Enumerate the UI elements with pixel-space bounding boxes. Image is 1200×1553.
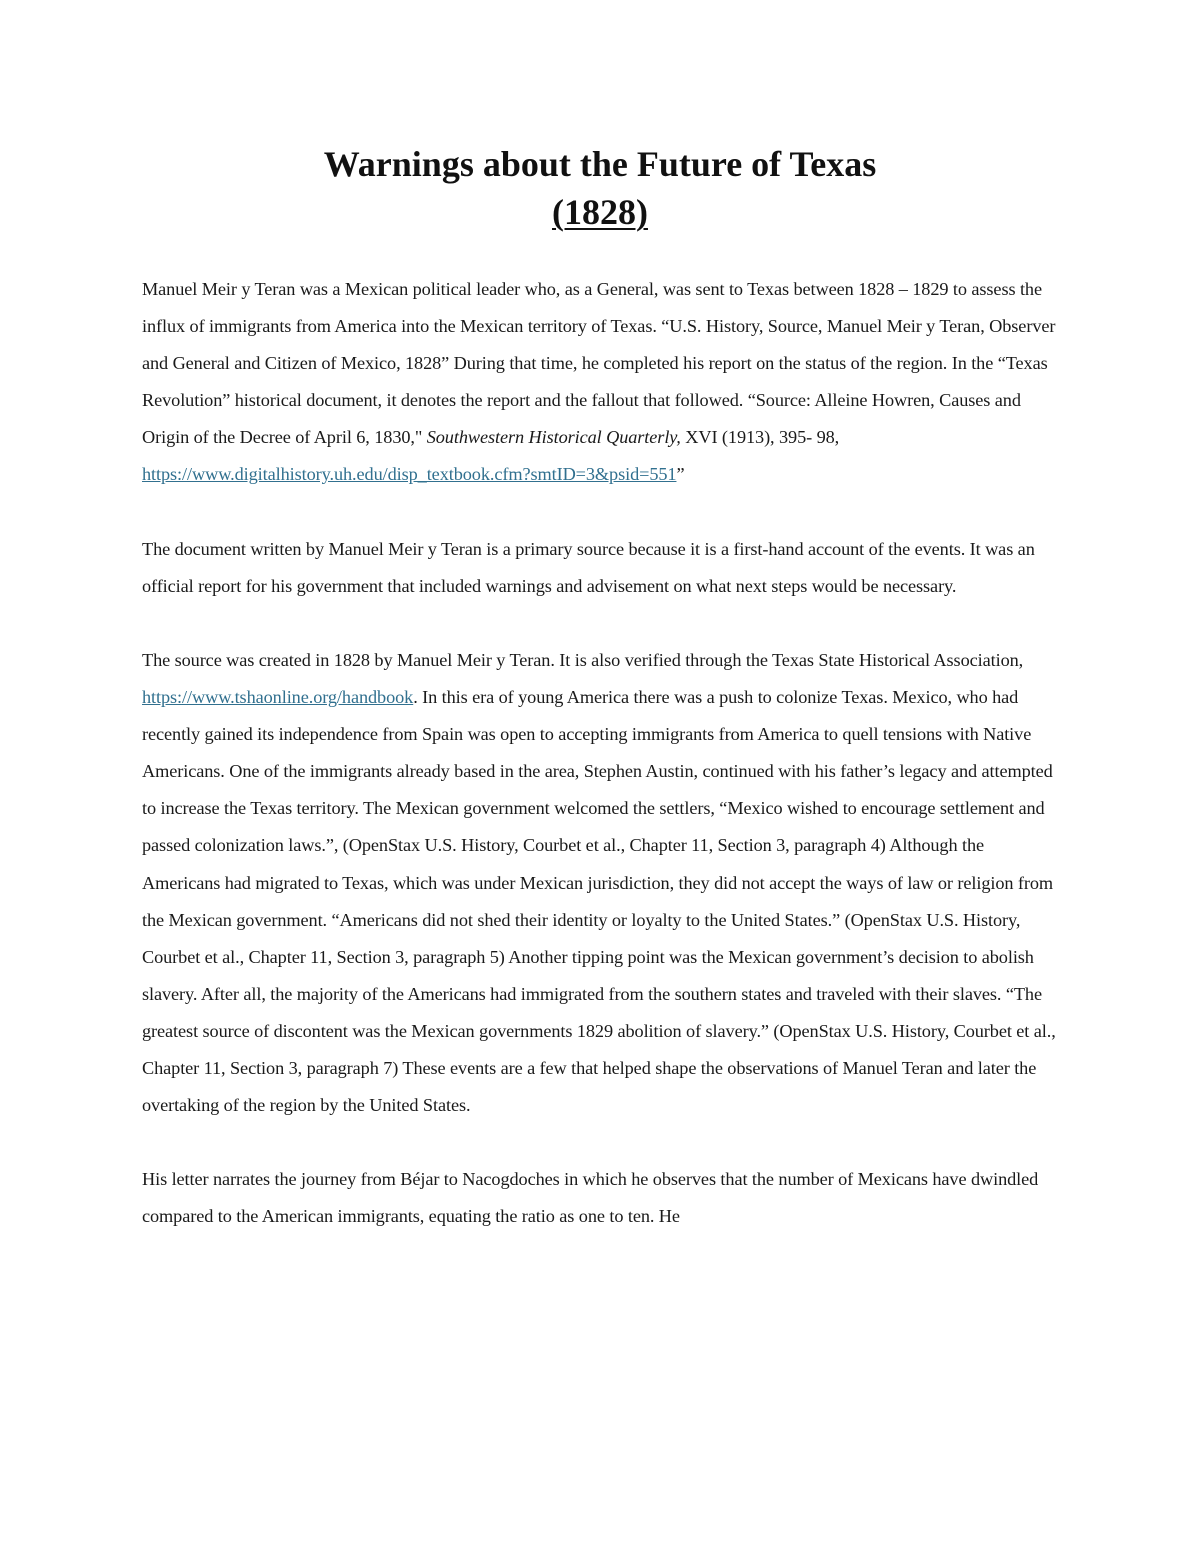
document-title — [0, 140, 1200, 236]
paragraph-spacer — [142, 1124, 1062, 1161]
paragraph-intro: Manuel Meir y Teran was a Mexican political leader who, as a General, was sent to Texas between 1828 – 1829 to assess the influx of immigrants from America into the Mexican territory of Texas. “U.S. History, Source, Manuel Meir y Teran, Observer and General and Citizen of Mexico, 1828” During that time, he completed his report on the status of the region. In the “Texas Revolution” historical document, it denotes the report and the fallout that followed. “Source: Alleine Howren, Causes and Origin of the Decree of April 6, 1830," Southwestern Historical Quarterly, XVI (1913), 395- 98, https://www.digitalhistory.uh.edu/disp_textbook.cfm?smtID=3&psid=551” — [142, 279, 1056, 485]
paragraph-letter: His letter narrates the journey from Béjar to Nacogdoches in which he observes that the number of Mexicans have dwindled compared to the American immigrants, equating the ratio as one to ten. He — [142, 1169, 1039, 1227]
paragraph-spacer — [142, 605, 1062, 642]
paragraph-primary-source: The document written by Manuel Meir y Teran is a primary source because it is a first-hand account of the events. It was an official report for his government that included warnings and advisement on what next steps would be necessary. — [142, 538, 1035, 596]
digitalhistory-link[interactable]: https://www.digitalhistory.uh.edu/disp_textbook.cfm?smtID=3&psid=551 — [142, 464, 677, 485]
paragraph-spacer — [142, 494, 1062, 531]
journal-title: Southwestern Historical Quarterly, — [426, 427, 681, 448]
title-year: (1828) — [552, 192, 648, 232]
title-main: Warnings about the Future of Texas — [323, 144, 877, 184]
paragraph-context: The source was created in 1828 by Manuel Meir y Teran. It is also verified through the Texas State Historical Association, https://www.tshaonline.org/handbook. In this era of young America there was a push to colonize Texas. Mexico, who had recently gained its independence from Spain was open to accepting immigrants from America to quell tensions with Native Americans. One of the immigrants already based in the area, Stephen Austin, continued with his father’s legacy and attempted to increase the Texas territory. The Mexican government welcomed the settlers, “Mexico wished to encourage settlement and passed colonization laws.”, (OpenStax U.S. History, Courbet et al., Chapter 11, Section 3, paragraph 4) Although the Americans had migrated to Texas, which was under Mexican jurisdiction, they did not accept the ways of law or religion from the Mexican government. “Americans did not shed their identity or loyalty to the United States.” (OpenStax U.S. History, Courbet et al., Chapter 11, Section 3, paragraph 5) Another tipping point was the Mexican government’s decision to abolish slavery. After all, the majority of the Americans had immigrated from the southern states and traveled with their slaves. “The greatest source of discontent was the Mexican governments 1829 abolition of slavery.” (OpenStax U.S. History, Courbet et al., Chapter 11, Section 3, paragraph 7) These events are a few that helped shape the observations of Manuel Teran and later the overtaking of the region by the United States. — [142, 649, 1056, 1116]
document-body — [142, 271, 1062, 1235]
tshaonline-link[interactable]: https://www.tshaonline.org/handbook — [142, 687, 414, 708]
